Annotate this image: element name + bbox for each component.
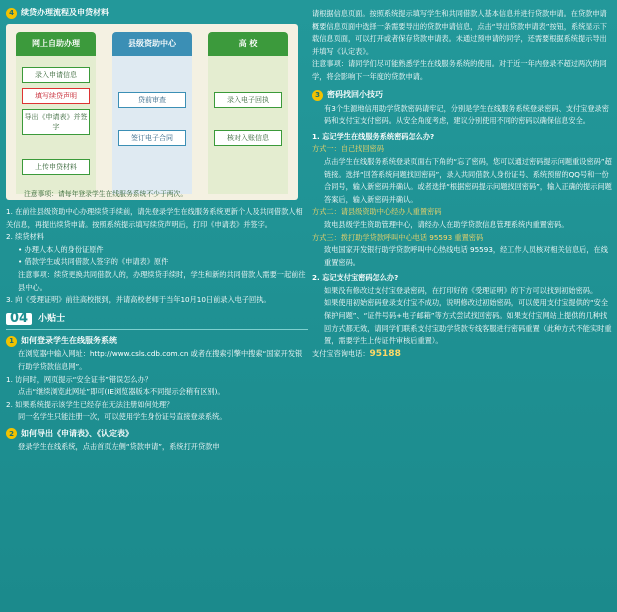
diagram-column-title: 高 校: [208, 32, 288, 56]
section-number: 3: [312, 90, 323, 101]
tip-2-header: [6, 427, 308, 441]
method-1-title: 方式一：自己找回密码: [312, 144, 384, 154]
section-4-header: [6, 6, 308, 20]
right-column: [312, 0, 612, 360]
tip-title: 如何登录学生在线服务系统: [21, 336, 117, 346]
tip-number: 1: [6, 336, 17, 347]
method-3-body: 致电国家开发银行助学贷款呼叫中心热线电话 95593，经工作人员核对相关信息后，在线重置密码。: [324, 245, 608, 267]
step-note: 注意事项：续贷更换共同借款人的，办理续贷手续时，学生和新的共同借款人需要一起前往县中心。: [18, 269, 306, 292]
tip-1-q: 2. 如果系统提示该学生已经存在无法注册如何处理？: [6, 399, 174, 409]
diagram-step: 签订电子合同: [118, 130, 186, 146]
section-3-header: [312, 89, 612, 103]
diagram-note: 注意事项：请每年登录学生在线服务系统不少于两次。: [24, 190, 188, 198]
phone-label: 支付宝咨询电话：: [312, 348, 370, 358]
phone-number: 95188: [369, 348, 401, 359]
method-2-body: 致电县级学生资助管理中心，请经办人在助学贷款信息管理系统内重置密码。: [324, 219, 569, 229]
section-number: 4: [6, 8, 17, 19]
export-note: 注意事项：请同学们尽可能熟悉学生在线服务系统的使用。对于近一年内登录不超过两次的同学，将会影响下一年度的贷款申请。: [312, 59, 607, 81]
diagram-column-county: [112, 32, 192, 194]
material-item: • 借款学生或共同借款人签字的《申请表》原件: [6, 256, 308, 269]
tips-number: 04: [6, 313, 32, 326]
tips-title: 小贴士: [38, 313, 66, 324]
export-instructions: 请根据信息页面。按照系统提示填写学生和共同借款人基本信息并进行贷款申请。在贷款申请概要信息页面中选择一条需要导出的贷款申请信息，点击“导出贷款申请表”按钮，系统显示下载信息页面，可以打开或者保存贷款申请表。未通过预申请的同学，还需要根据系统提示导出并填写《认定表》。: [312, 9, 607, 56]
left-column: [6, 0, 308, 454]
material-item: • 办理人本人的身份证原件: [6, 244, 308, 257]
diagram-step: 填写续贷声明: [22, 88, 90, 104]
tip-number: 2: [6, 428, 17, 439]
alipay-answer-2: 如果使用初始密码登录支付宝不成功，说明修改过初始密码，可以使用支付宝提供的“安全保护问题”、“证件号码+电子邮箱”等方式尝试找回密码。如果支付宝网站上提供的几种找回方式都无效，请同学们联系支付宝助学贷款专线客服进行密码重置（此种方式不能实时重置，需要学生上传证件审核后重置）。: [324, 298, 612, 346]
divider: [6, 329, 308, 330]
diagram-step: 上传申贷材料: [22, 159, 90, 175]
diagram-step: 录入申请信息: [22, 67, 90, 83]
diagram-step: 录入电子回执: [214, 92, 282, 108]
method-1-body: 点击学生在线服务系统登录页面右下角的“忘了密码，您可以通过密码提示问题重设密码”超链接。选择“回答系统问题找回密码”，录入共同借款人身份证号、系统预留的QQ号和一份合同号，输入新密码并确认。或者选择“根据密码提示问题找回密码”，输入正确的提示问题答案后，输入新密码并确认。: [324, 156, 612, 204]
diagram-step: 核对入账信息: [214, 130, 282, 146]
alipay-answer-1: 如果没有修改过支付宝登录密码，在打印好的《受理证明》的下方可以找到初始密码。: [324, 285, 598, 295]
step-2: 2. 续贷材料: [6, 232, 44, 242]
alipay-phone-line: [312, 348, 612, 361]
process-diagram: [6, 24, 298, 200]
question-2: 2. 忘记支付宝密码怎么办?: [312, 273, 399, 283]
diagram-column-title: 县级资助中心: [112, 32, 192, 56]
tip-1-a: 同一名学生只能注册一次，可以使用学生身份证号直接登录系统。: [18, 412, 227, 422]
tip-1-a: 点击“继续浏览此网址”即可(IE浏览器版本不同提示会稍有区别)。: [18, 387, 225, 397]
step-1: 1. 在前往县级资助中心办理续贷手续前，请先登录学生在线服务系统更新个人及共同借款人相关信息，再提出续贷申请。按照系统提示填写续贷声明后，打印《申请表》并签字。: [6, 207, 303, 229]
tip-2-body: 登录学生在线系统，点击首页左侧“贷款申请”，系统打开贷款申: [18, 441, 220, 451]
diagram-column-online: [16, 32, 96, 194]
diagram-column-university: [208, 32, 288, 194]
question-1: 1. 忘记学生在线服务系统密码怎么办?: [312, 131, 435, 141]
tip-1-header: [6, 334, 308, 348]
tip-title: 如何导出《申请表》、《认定表》: [21, 428, 133, 438]
section-title: 密码找回小技巧: [327, 90, 383, 100]
diagram-column-title: 网上自助办理: [16, 32, 96, 56]
diagram-step: 贷前审查: [118, 92, 186, 108]
diagram-step: 导出《申请表》并签字: [22, 109, 90, 135]
password-intro: 有3个生源地信用助学贷款密码请牢记，分别是学生在线服务系统登录密码、支付宝登录密码和支付宝支付密码。从安全角度考虑，建议分别使用不同的密码以确保信息安全。: [324, 103, 609, 126]
section-title: 续贷办理流程及申贷材料: [21, 7, 109, 17]
tip-1-body: 在浏览器中输入网址：http://www.csls.cdb.com.cn 或者在搜索引擎中搜索“国家开发银行助学贷款信息网”。: [18, 349, 303, 371]
step-3: 3. 向《受理证明》前往高校报到，并请高校老师于当年10月10日前录入电子回执。: [6, 295, 271, 305]
tips-header: [6, 310, 308, 326]
method-2-title: 方式二：请县级资助中心经办人重置密码: [312, 207, 442, 217]
tip-1-q: 1. 访问时，网页提示“安全证书”错误怎么办？: [6, 374, 152, 384]
method-3-title: 方式三：拨打助学贷款呼叫中心电话 95593 重置密码: [312, 232, 484, 242]
